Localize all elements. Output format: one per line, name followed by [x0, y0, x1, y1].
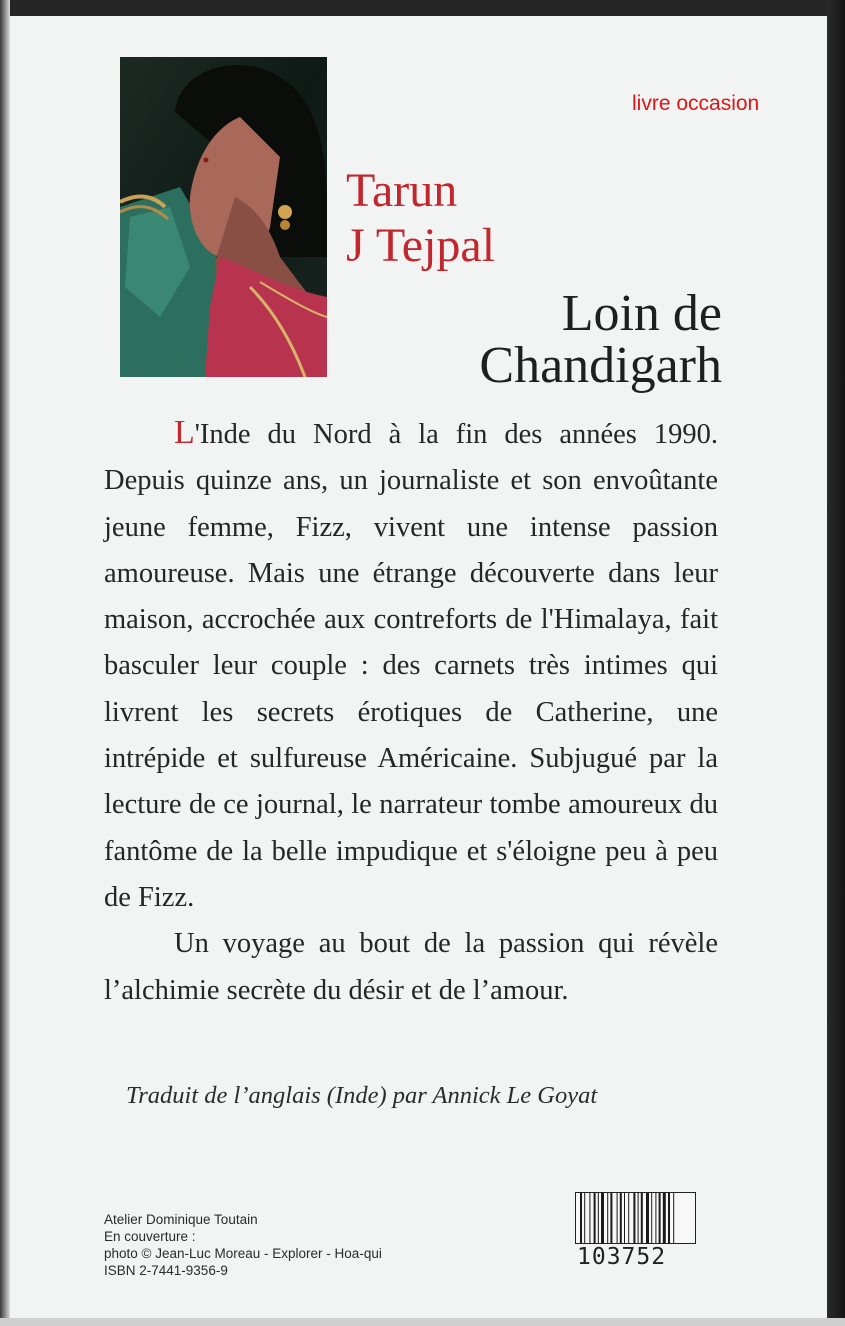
blurb-paragraph-2: Un voyage au bout de la passion qui révèle l’alchimie secrète du désir et de l’amour. — [104, 928, 718, 1006]
barcode-bar — [610, 1193, 612, 1243]
barcode-bar — [668, 1193, 670, 1243]
author-first-name: Tarun — [346, 164, 458, 217]
barcode-bar — [598, 1193, 599, 1243]
author-last-name: J Tejpal — [346, 219, 496, 272]
barcode-bar — [620, 1193, 622, 1243]
publisher-credits — [104, 1211, 382, 1279]
barcode-bar — [628, 1193, 629, 1243]
blurb-dropcap: L — [174, 414, 195, 451]
book-title-line-1: Loin de — [561, 285, 722, 342]
barcode-bar — [663, 1193, 666, 1243]
barcode-bar — [646, 1193, 649, 1243]
barcode-bar — [624, 1193, 625, 1243]
photo-credit: photo © Jean-Luc Moreau - Explorer - Hoa-qui — [104, 1246, 382, 1261]
book-title-line-2: Chandigarh — [479, 337, 722, 394]
cover-edge-left — [0, 0, 10, 1326]
cover-edge-bottom — [0, 1318, 845, 1326]
barcode-bar — [601, 1193, 604, 1243]
barcode-bar — [594, 1193, 596, 1243]
barcode-bar — [638, 1193, 639, 1243]
barcode-bar — [584, 1193, 585, 1243]
cover-edge-top — [0, 0, 845, 16]
barcode-bar — [589, 1193, 590, 1243]
publisher-name: Atelier Dominique Toutain — [104, 1212, 258, 1227]
sticker-livre-occasion: livre occasion — [632, 92, 760, 115]
barcode-bars — [576, 1193, 695, 1243]
blurb-paragraph-1-text: 'Inde du Nord à la fin des années 1990. Depuis quinze ans, un journaliste et son envoûtante jeune femme, Fizz, vivent une intense passion amoureuse. Mais une étrange découverte dans leur maison, accrochée aux contreforts de l'Himalaya, fait basculer leur couple : des carnets très intimes qui livrent les secrets érotiques de Catherine, une intrépide et sulfureuse Américaine. Subjugué par la lecture de ce journal, le narrateur tombe amoureux du fantôme de la belle impudique et s'éloigne peu à peu de Fizz. — [104, 419, 718, 913]
barcode-bar — [617, 1193, 618, 1243]
barcode-bar — [659, 1193, 661, 1243]
barcode-bar — [651, 1193, 652, 1243]
barcode-bar — [633, 1193, 635, 1243]
blurb-text — [104, 410, 718, 1014]
barcode — [575, 1192, 696, 1244]
cover-photo-woman-portrait — [120, 57, 327, 377]
barcode-bar — [673, 1193, 674, 1243]
barcode-bar — [580, 1193, 582, 1243]
barcode-bar — [641, 1193, 643, 1243]
translator-credit: Traduit de l’anglais (Inde) par Annick Le Goyat — [126, 1082, 598, 1109]
blurb-paragraph-1 — [104, 410, 718, 921]
barcode-number: 103752 — [577, 1244, 667, 1270]
cover-edge-right — [827, 0, 845, 1326]
barcode-bar — [655, 1193, 656, 1243]
isbn: ISBN 2-7441-9356-9 — [104, 1263, 228, 1278]
cover-label: En couverture : — [104, 1229, 196, 1244]
barcode-bar — [607, 1193, 608, 1243]
